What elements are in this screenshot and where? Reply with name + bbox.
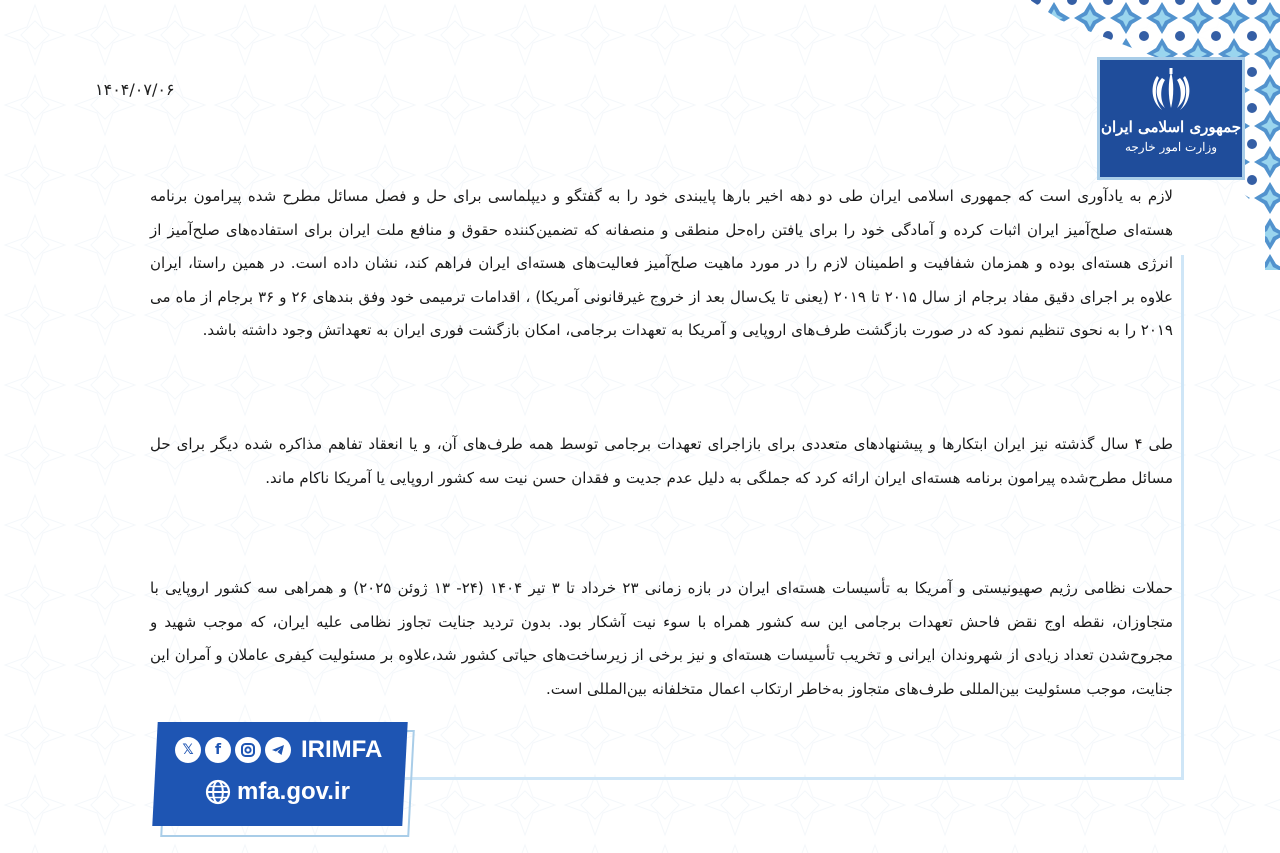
ministry-emblem [1097,57,1245,180]
social-row [175,736,382,764]
paragraph-2: طی ۴ سال گذشته نیز ایران ابتکارها و پیشنهادهای متعددی برای بازاجرای تعهدات برجامی توسط همه طرف‌های آن، و یا انعقاد تفاهم مذاکره شده دیگر برای حل مسائل مطرح‌شده پیرامون برنامه هسته‌ای ایران ارائه کرد که جملگی به دلیل عدم جدیت و فقدان حسن نیت سه کشور اروپایی یا آمریکا ناکام ماند. [150,435,1173,487]
social-handle[interactable]: IRIMFA [301,736,383,763]
emblem-title: جمهوری اسلامی ایران [1100,118,1242,136]
instagram-icon[interactable] [235,737,261,763]
x-icon[interactable]: 𝕏 [175,737,201,763]
globe-icon [205,779,231,805]
facebook-icon[interactable]: f [205,737,231,763]
frame-right-line [1181,255,1184,780]
website-row [205,778,350,806]
paragraph-3: حملات نظامی رژیم صهیونیستی و آمریکا به تأسیسات هسته‌ای ایران در بازه زمانی ۲۳ خرداد تا ۳ تیر ۱۴۰۴ (۲۴- ۱۳ ژوئن ۲۰۲۵) و همراهی سه کشور اروپایی با متجاوزان، نقطه اوج نقض فاحش تعهدات برجامی این سه کشور همراه با سوء نیت آشکار بود. بدون تردید جنایت تجاوز نظامی علیه ایران، که موجب شهید و مجروح‌شدن تعداد زیادی از شهروندان ایرانی و تخریب تأسیسات هسته‌ای و نیز برخی از زیرساخت‌های حیاتی کشور شد،علاوه بر مسئولیت کیفری عاملان و آمران این جنایت، موجب مسئولیت بین‌المللی طرف‌های متجاوز به‌خاطر ارتکاب اعمال متخلفانه بین‌المللی است. [150,579,1174,698]
emblem-subtitle: وزارت امور خارجه [1124,140,1218,154]
iran-emblem-icon [1149,68,1193,114]
contact-badge [155,722,405,826]
website-link[interactable]: mfa.gov.ir [237,778,350,805]
frame-bottom-line [405,777,1184,780]
document-date: ۱۴۰۴/۰۷/۰۶ [95,80,175,99]
paragraph-1: لازم به یادآوری است که جمهوری اسلامی ایران طی دو دهه اخیر بارها پایبندی خود را به گفتگو و دیپلماسی برای حل و فصل مسائل مطرح شده پیرامون برنامه هسته‌ای صلح‌آمیز ایران اثبات کرده و آمادگی خود را برای یافتن راه‌حل منطقی و منصفانه که تضمین‌کننده حقوق و منافع ملت ایران برای استفاده‌های صلح‌آمیز از انرژی هسته‌ای بوده و همزمان شفافیت و اطمینان لازم را در مورد ماهیت صلح‌آمیز فعالیت‌های هسته‌ای ایران فراهم کند، نشان داده است. در همین راستا، ایران علاوه بر اجرای دقیق مفاد برجام از سال ۲۰۱۵ تا ۲۰۱۹ (یعنی تا یک‌سال بعد از خروج غیرقانونی آمریکا) ، اقدامات ترمیمی خود وفق بندهای ۲۶ و ۳۶ برجام از ماه می ۲۰۱۹ را به نحوی تنظیم نمود که در صورت بازگشت طرف‌های اروپایی و آمریکا به تعهدات برجامی، امکان بازگشت فوری ایران به تعهداتش وجود داشته باشد. [150,187,1174,340]
telegram-icon[interactable] [265,737,291,763]
